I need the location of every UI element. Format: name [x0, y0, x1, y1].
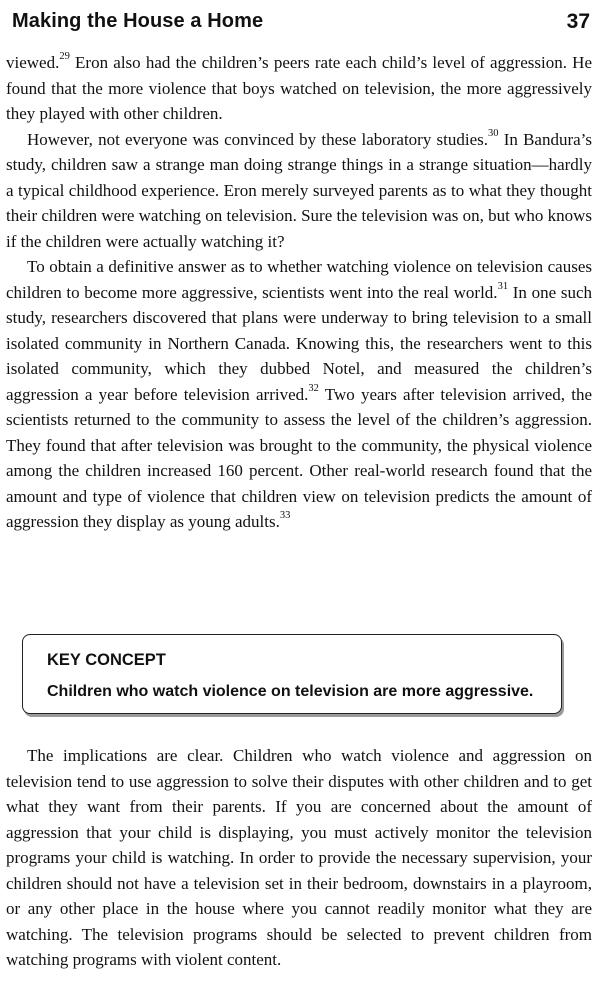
footnote-ref-33: 33: [279, 510, 291, 522]
key-concept-box: [22, 634, 562, 714]
footnote-ref-30: 30: [488, 127, 499, 139]
paragraph-1: viewed.$^{29}$ Eron also had the children’s peers rate each child’s level of aggression. He found that the more violence that boys watched on television, the more aggressively they played with other children.: [6, 51, 592, 123]
key-concept-title: KEY CONCEPT: [47, 651, 166, 669]
body-text-top: [6, 50, 592, 535]
running-head: Making the House a Home: [12, 10, 264, 32]
paragraph-4: The implications are clear. Children who watch violence and aggression on television tend to use aggression to solve their disputes with other children and to get what they want from their parents. If you are concerned about the amount of aggression that your child is displaying, you must actively monitor the television programs your child is watching. In order to provide the necessary supervision, your children should not have a television set in their bedroom, downstairs in a playroom, or any other place in the house where you cannot readily monitor what they are watching. The television programs should be selected to prevent children from watching programs with violent content.: [6, 746, 592, 969]
key-concept-text: Children who watch violence on television are more aggressive.: [47, 683, 534, 700]
body-text-bottom: [6, 743, 592, 973]
page-number: 37: [566, 10, 590, 33]
page-header: [12, 10, 590, 40]
paragraph-3: To obtain a definitive answer as to whether watching violence on television causes children to become more aggressive, scientists went into the real world.$^{31}$ In one such study, researchers discovered that plans were underway to bring television to a small isolated community in Northern Canada. Knowing this, the researchers went to this isolated community, which they dubbed Notel, and measured the children’s aggression a year before television arrived.$^{32}$ Two years after television arrived, the scientists returned to the community to assess the level of the children’s aggression. They found that after television was brought to the community, the physical violence among the children increased 160 percent. Other real-world research found that the amount and type of violence that children view on television predicts the amount of aggression they display as young adults.$^{33}$: [6, 257, 592, 531]
footnote-ref-32: 32: [308, 382, 319, 394]
paragraph-2: However, not everyone was convinced by these laboratory studies.$^{30}$ In Bandura’s study, children saw a strange man doing strange things in a strange situation—hardly a typical childhood experience. Eron merely surveyed parents as to what they thought their children were watching on television. Sure the television was on, but who knows if the children were actually watching it?: [6, 127, 592, 251]
footnote-ref-31: 31: [497, 280, 509, 292]
footnote-ref-29: 29: [59, 51, 70, 63]
